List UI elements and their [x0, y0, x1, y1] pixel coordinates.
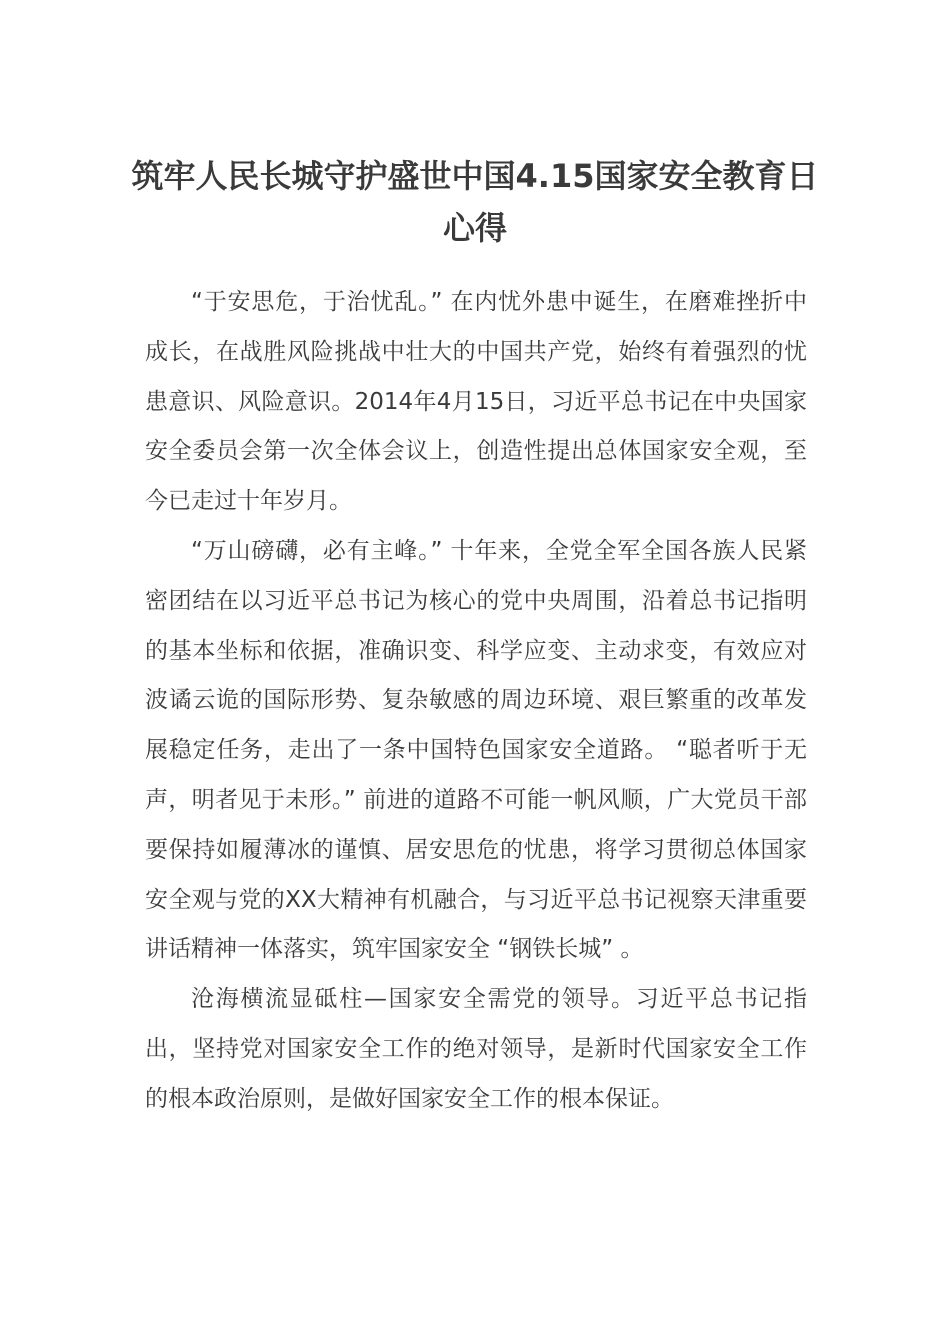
paragraph-2: “万山磅礴，必有主峰。” 十年来，全党全军全国各族人民紧密团结在以习近平总书记为核心的党中央周围，沿着总书记指明的基本坐标和依据，准确识变、科学应变、主动求变，有效应对波谲云诡的国际形势、复杂敏感的周边环境、艰巨繁重的改革发展稳定任务，走出了一条中国特色国家安全道路。 “聪者听于无声，明者见于未形。” 前进的道路不可能一帆风顺，广大党员干部要保持如履薄冰的谨慎、居安思危的忧患，将学习贯彻总体国家安全观与党的XX大精神有机融合，与习近平总书记视察天津重要讲话精神一体落实，筑牢国家安全 “钢铁长城” 。: [145, 537, 807, 963]
document-body: [145, 278, 807, 1125]
document-title: 筑牢人民长城守护盛世中国4.15国家安全教育日心得: [131, 157, 819, 247]
paragraph-1: “于安思危，于治忧乱。” 在内忧外患中诞生，在磨难挫折中成长，在战胜风险挑战中壮大的中国共产党，始终有着强烈的忧患意识、风险意识。2014年4月15日，习近平总书记在中央国家安全委员会第一次全体会议上，创造性提出总体国家安全观，至今已走过十年岁月。: [145, 289, 807, 515]
paragraph-3: 沧海横流显砥柱—国家安全需党的领导。习近平总书记指出，坚持党对国家安全工作的绝对领导，是新时代国家安全工作的根本政治原则，是做好国家安全工作的根本保证。: [145, 986, 807, 1112]
